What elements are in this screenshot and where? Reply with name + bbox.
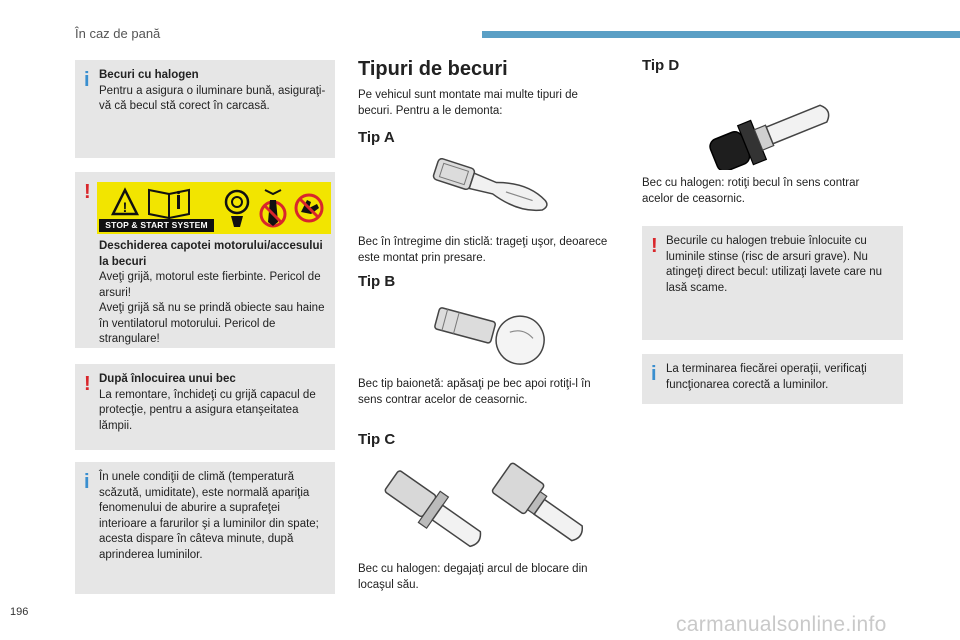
manual-book-icon bbox=[149, 190, 189, 218]
warning-engine-title: Deschiderea capotei motorului/accesului la becuri bbox=[99, 240, 323, 268]
no-tie-icon bbox=[261, 190, 285, 226]
note-halogen-text bbox=[99, 68, 327, 115]
no-hand-icon bbox=[296, 195, 322, 221]
note-check-lights bbox=[642, 354, 903, 404]
stop-start-label: STOP & START SYSTEM bbox=[99, 219, 214, 232]
page-number: 196 bbox=[10, 606, 29, 618]
type-d-text: Bec cu halogen: rotiţi becul în sens contrar acelor de ceasornic. bbox=[642, 177, 860, 205]
info-icon: i bbox=[651, 363, 657, 385]
warning-halogen-handling bbox=[642, 226, 903, 340]
warning-engine-text bbox=[99, 239, 327, 348]
type-d-heading: Tip D bbox=[642, 57, 680, 74]
type-c-text: Bec cu halogen: degajaţi arcul de blocare din locaşul său. bbox=[358, 563, 588, 591]
warning-engine-line2: Aveţi grijă să nu se prindă obiecte sau haine în ventilatorul motorului. Pericol de strangulare! bbox=[99, 302, 325, 345]
bulb-type-b-image bbox=[428, 302, 558, 372]
warning-after-replacement bbox=[75, 364, 335, 450]
type-b-heading: Tip B bbox=[358, 273, 396, 290]
type-a-text: Bec în întregime din sticlă: trageţi uşor, deoarece este montat prin presare. bbox=[358, 236, 608, 264]
page-title: Tipuri de becuri bbox=[358, 58, 508, 80]
warning-engine-line1: Aveţi grijă, motorul este fierbinte. Pericol de arsuri! bbox=[99, 271, 321, 299]
warning-icon: ! bbox=[84, 373, 91, 395]
type-c-heading: Tip C bbox=[358, 431, 396, 448]
note-condensation-body: În unele condiţii de climă (temperatură scăzută, umiditate), este normală apariţia fenomenului de aburire a suprafeţei interioare a farurilor şi a luminilor din spate; acesta dispare în câteva minute, după aprinderea luminilor. bbox=[99, 471, 319, 561]
note-halogen-bulbs bbox=[75, 60, 335, 158]
svg-text:!: ! bbox=[122, 199, 128, 215]
intro-text: Pe vehicul sunt montate mai multe tipuri de becuri. Pentru a le demonta: bbox=[358, 89, 578, 117]
info-icon: i bbox=[84, 471, 90, 493]
header-accent-bar bbox=[482, 31, 960, 38]
note-condensation bbox=[75, 462, 335, 594]
warning-icon: ! bbox=[651, 235, 658, 257]
fan-hazard-icon bbox=[226, 191, 248, 227]
type-a-heading: Tip A bbox=[358, 129, 395, 146]
warning-after-body: La remontare, închideţi cu grijă capacul de protecţie, pentru a asigura etanşeitatea lămpii. bbox=[99, 388, 316, 432]
bulb-type-c-image bbox=[372, 460, 612, 560]
bulb-type-d-image bbox=[700, 90, 850, 170]
bulb-type-a-image bbox=[423, 158, 563, 228]
note-check-body: La terminarea fiecărei operaţii, verificaţi funcţionarea corectă a luminilor. bbox=[666, 363, 867, 391]
warning-icon: ! bbox=[84, 181, 91, 203]
warning-halogen-body: Becurile cu halogen trebuie înlocuite cu luminile stinse (risc de arsuri grave). Nu atingeţi direct becul: utilizaţi lavete care nu lasă scame. bbox=[666, 235, 883, 294]
watermark: carmanualsonline.info bbox=[676, 613, 887, 636]
section-title: În caz de pană bbox=[75, 26, 161, 41]
type-b-text: Bec tip baionetă: apăsaţi pe bec apoi rotiţi-l în sens contrar acelor de ceasornic. bbox=[358, 378, 591, 406]
warning-after-text bbox=[99, 372, 327, 434]
note-halogen-body: Pentru a asigura o iluminare bună, asiguraţi-vă că becul stă corect în carcasă. bbox=[99, 84, 326, 112]
note-halogen-title: Becuri cu halogen bbox=[99, 69, 199, 81]
warning-after-title: După înlocuirea unui bec bbox=[99, 373, 236, 385]
info-icon: i bbox=[84, 69, 90, 91]
